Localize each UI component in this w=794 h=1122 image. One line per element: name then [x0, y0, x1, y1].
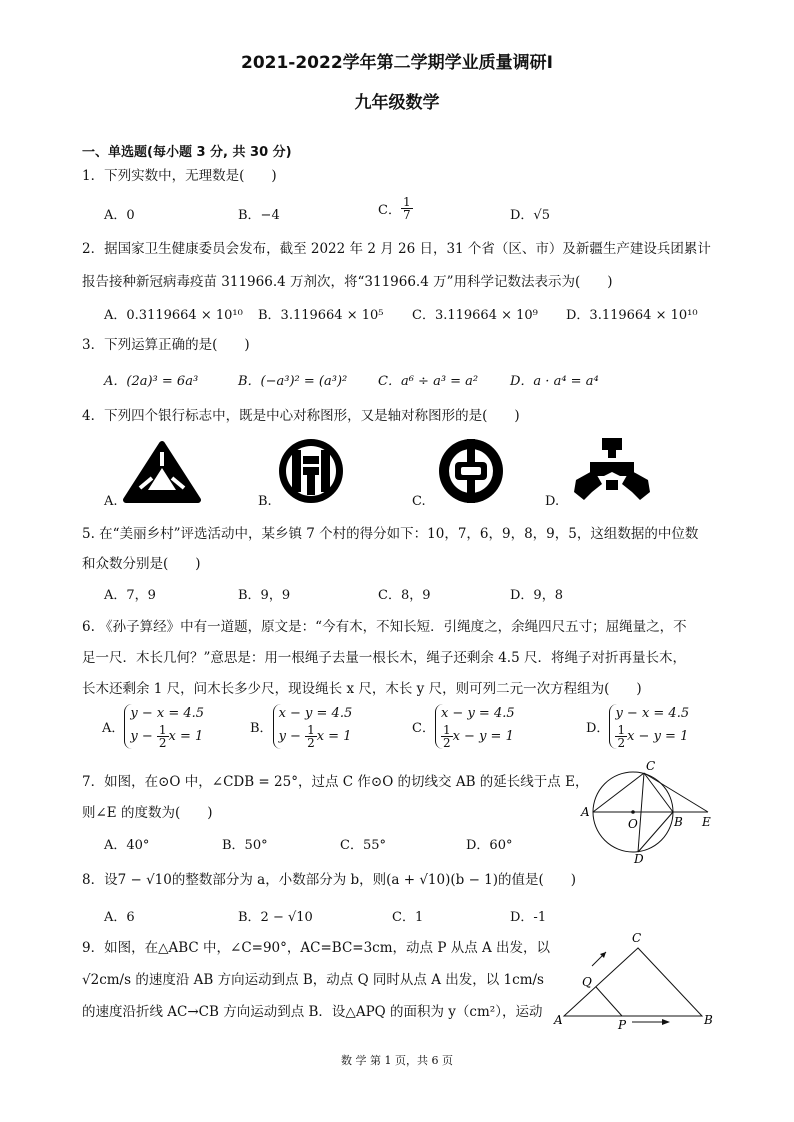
q1-option-c [378, 196, 413, 221]
bank-logo-c [436, 436, 506, 506]
q9-line2: √2cm/s 的速度沿 AB 方向运动到点 B，动点 Q 同时从点 A 出发，以 1cm/s [82, 972, 544, 988]
q6-c-eq1: x − y = 4.5 [440, 706, 515, 721]
q5-line2: 和众数分别是( ) [82, 556, 201, 572]
half-fraction: $\frac{1}{2}$ [442, 722, 451, 750]
q8-option-c: C．1 [392, 910, 424, 925]
q7-line1: 7．如图，在⊙O 中，∠CDB = 25°，过点 C 作⊙O 的切线交 AB 的延长线于点 E， [82, 774, 589, 790]
q2-line1: 2．据国家卫生健康委员会发布，截至 2022 年 2 月 26 日，31 个省（区、市）及新疆生产建设兵团累计 [82, 241, 711, 257]
q4-option-b: B. [258, 494, 272, 509]
bank-logo-a [122, 440, 202, 504]
q8-stem: 8．设7 − √10的整数部分为 a，小数部分为 b，则(a + √10)(b − 1)的值是( ) [82, 872, 577, 888]
q9-label-c: C [632, 931, 642, 945]
q6-b-eq2: y − $\frac{1}{2}$ x = 1 [278, 722, 352, 750]
q8-option-d: D．-1 [510, 910, 547, 925]
q3-stem: 3．下列运算正确的是( ) [82, 337, 250, 353]
q4-stem: 4．下列四个银行标志中，既是中心对称图形，又是轴对称图形的是( ) [82, 408, 520, 424]
q6-option-a [102, 704, 204, 749]
q7-option-c: C．55° [340, 838, 386, 853]
q1-option-d: D．√5 [510, 208, 550, 223]
q4-option-a: A. [104, 494, 118, 509]
q5-option-c: C．8，9 [378, 588, 431, 603]
q6-option-d-label: D． [586, 720, 610, 736]
q9-label-q: Q [582, 975, 592, 989]
q1-option-c-label: C． [378, 203, 401, 218]
q7-circle-figure [578, 760, 718, 864]
q9-label-b: B [704, 1013, 713, 1027]
q7-label-e: E [702, 815, 711, 829]
q6-option-d [586, 704, 689, 749]
q6-option-c-label: C． [412, 720, 435, 736]
q2-option-c: C．3.119664 × 10⁹ [412, 308, 538, 323]
bank-logo-b [276, 436, 346, 506]
q2-option-b: B．3.119664 × 10⁵ [258, 308, 384, 323]
q7-option-a: A．40° [104, 838, 150, 853]
q1-fraction-denominator: 7 [402, 208, 411, 222]
q7-label-c: C [646, 759, 656, 773]
q6-d-eq2: $\frac{1}{2}$ x − y = 1 [617, 722, 689, 750]
q3-option-b: B．(−a³)² = (a³)² [238, 374, 348, 389]
q9-line1: 9．如图，在△ABC 中，∠C=90°，AC=BC=3cm，动点 P 从点 A 出发，以 [82, 940, 551, 956]
q3-option-c: C．a⁶ ÷ a³ = a² [378, 374, 479, 389]
q7-option-d: D．60° [466, 838, 513, 853]
q6-a-eq1: y − x = 4.5 [130, 706, 205, 721]
q1-option-c-fraction [401, 196, 413, 221]
q9-triangle-figure [552, 930, 722, 1030]
q6-line2: 足一尺．木长几何？”意思是：用一根绳子去量一根长木，绳子还剩余 4.5 尺．将绳子对折再量长木， [82, 650, 686, 666]
q6-d-eq1: y − x = 4.5 [615, 706, 690, 721]
q5-option-b: B．9，9 [238, 588, 291, 603]
q7-label-b: B [674, 815, 683, 829]
half-fraction: $\frac{1}{2}$ [158, 722, 167, 750]
q9-label-a: A [554, 1013, 563, 1027]
q6-c-eq2: $\frac{1}{2}$ x − y = 1 [442, 722, 514, 750]
q3-option-d: D．a · a⁴ = a⁴ [510, 374, 599, 389]
q7-line2: 则∠E 的度数为( ) [82, 805, 213, 821]
q8-option-b: B．2 − √10 [238, 910, 313, 925]
q6-option-b [250, 704, 352, 749]
q4-option-c: C. [412, 494, 426, 509]
q8-option-a: A．6 [104, 910, 135, 925]
q6-line1: 6. 《孙子算经》中有一道题，原文是：“今有木，不知长短．引绳度之，余绳四尺五寸；屈绳量之，不 [82, 619, 687, 635]
q7-label-a: A [581, 805, 590, 819]
q1-option-b: B．−4 [238, 208, 280, 223]
q5-line1: 5. 在“美丽乡村”评选活动中，某乡镇 7 个村的得分如下：10，7，6，9，8，9，5，这组数据的中位数 [82, 526, 699, 542]
q1-option-a: A．0 [104, 208, 135, 223]
section-heading: 一、单选题(每小题 3 分, 共 30 分) [82, 145, 292, 160]
half-fraction: $\frac{1}{2}$ [307, 722, 315, 750]
q5-option-a: A．7，9 [104, 588, 156, 603]
q6-option-d-system [609, 704, 689, 749]
exam-title: 2021-2022学年第二学期学业质量调研Ⅰ [240, 53, 553, 73]
q6-option-c [412, 704, 515, 749]
q6-option-a-label: A． [102, 720, 125, 736]
q7-label-o: O [628, 817, 638, 831]
q2-option-d: D．3.119664 × 10¹⁰ [566, 308, 698, 323]
page-footer: 数 学 第 1 页，共 6 页 [341, 1054, 453, 1067]
q6-b-eq1: x − y = 4.5 [278, 706, 353, 721]
q6-line3: 长木还剩余 1 尺，问木长多少尺，现设绳长 x 尺，木长 y 尺，则可列二元一次方程组为( ) [82, 681, 642, 697]
q6-option-b-system [273, 704, 353, 749]
q1-fraction-numerator: 1 [402, 195, 411, 209]
exam-subtitle: 九年级数学 [354, 93, 440, 113]
q9-line3: 的速度沿折线 AC→CB 方向运动到点 B．设△APQ 的面积为 y（cm²），运动 [82, 1004, 543, 1020]
q7-label-d: D [634, 852, 644, 866]
q5-option-d: D．9，8 [510, 588, 563, 603]
q7-option-b: B．50° [222, 838, 268, 853]
q6-option-a-system [124, 704, 204, 749]
q1-stem: 1．下列实数中，无理数是( ) [82, 168, 277, 184]
q4-option-d: D. [545, 494, 560, 509]
q6-option-b-label: B． [250, 720, 273, 736]
q3-option-a: A．(2a)³ = 6a³ [104, 374, 199, 389]
q2-option-a: A．0.3119664 × 10¹⁰ [104, 308, 243, 323]
bank-logo-d [572, 436, 652, 502]
q2-line2: 报告接种新冠病毒疫苗 311966.4 万剂次，将“311966.4 万”用科学记数法表示为( ) [82, 274, 613, 290]
q9-label-p: P [618, 1018, 627, 1032]
half-fraction: $\frac{1}{2}$ [617, 722, 626, 750]
q6-option-c-system [435, 704, 515, 749]
q6-a-eq2: y − $\frac{1}{2}$ x = 1 [130, 722, 204, 750]
